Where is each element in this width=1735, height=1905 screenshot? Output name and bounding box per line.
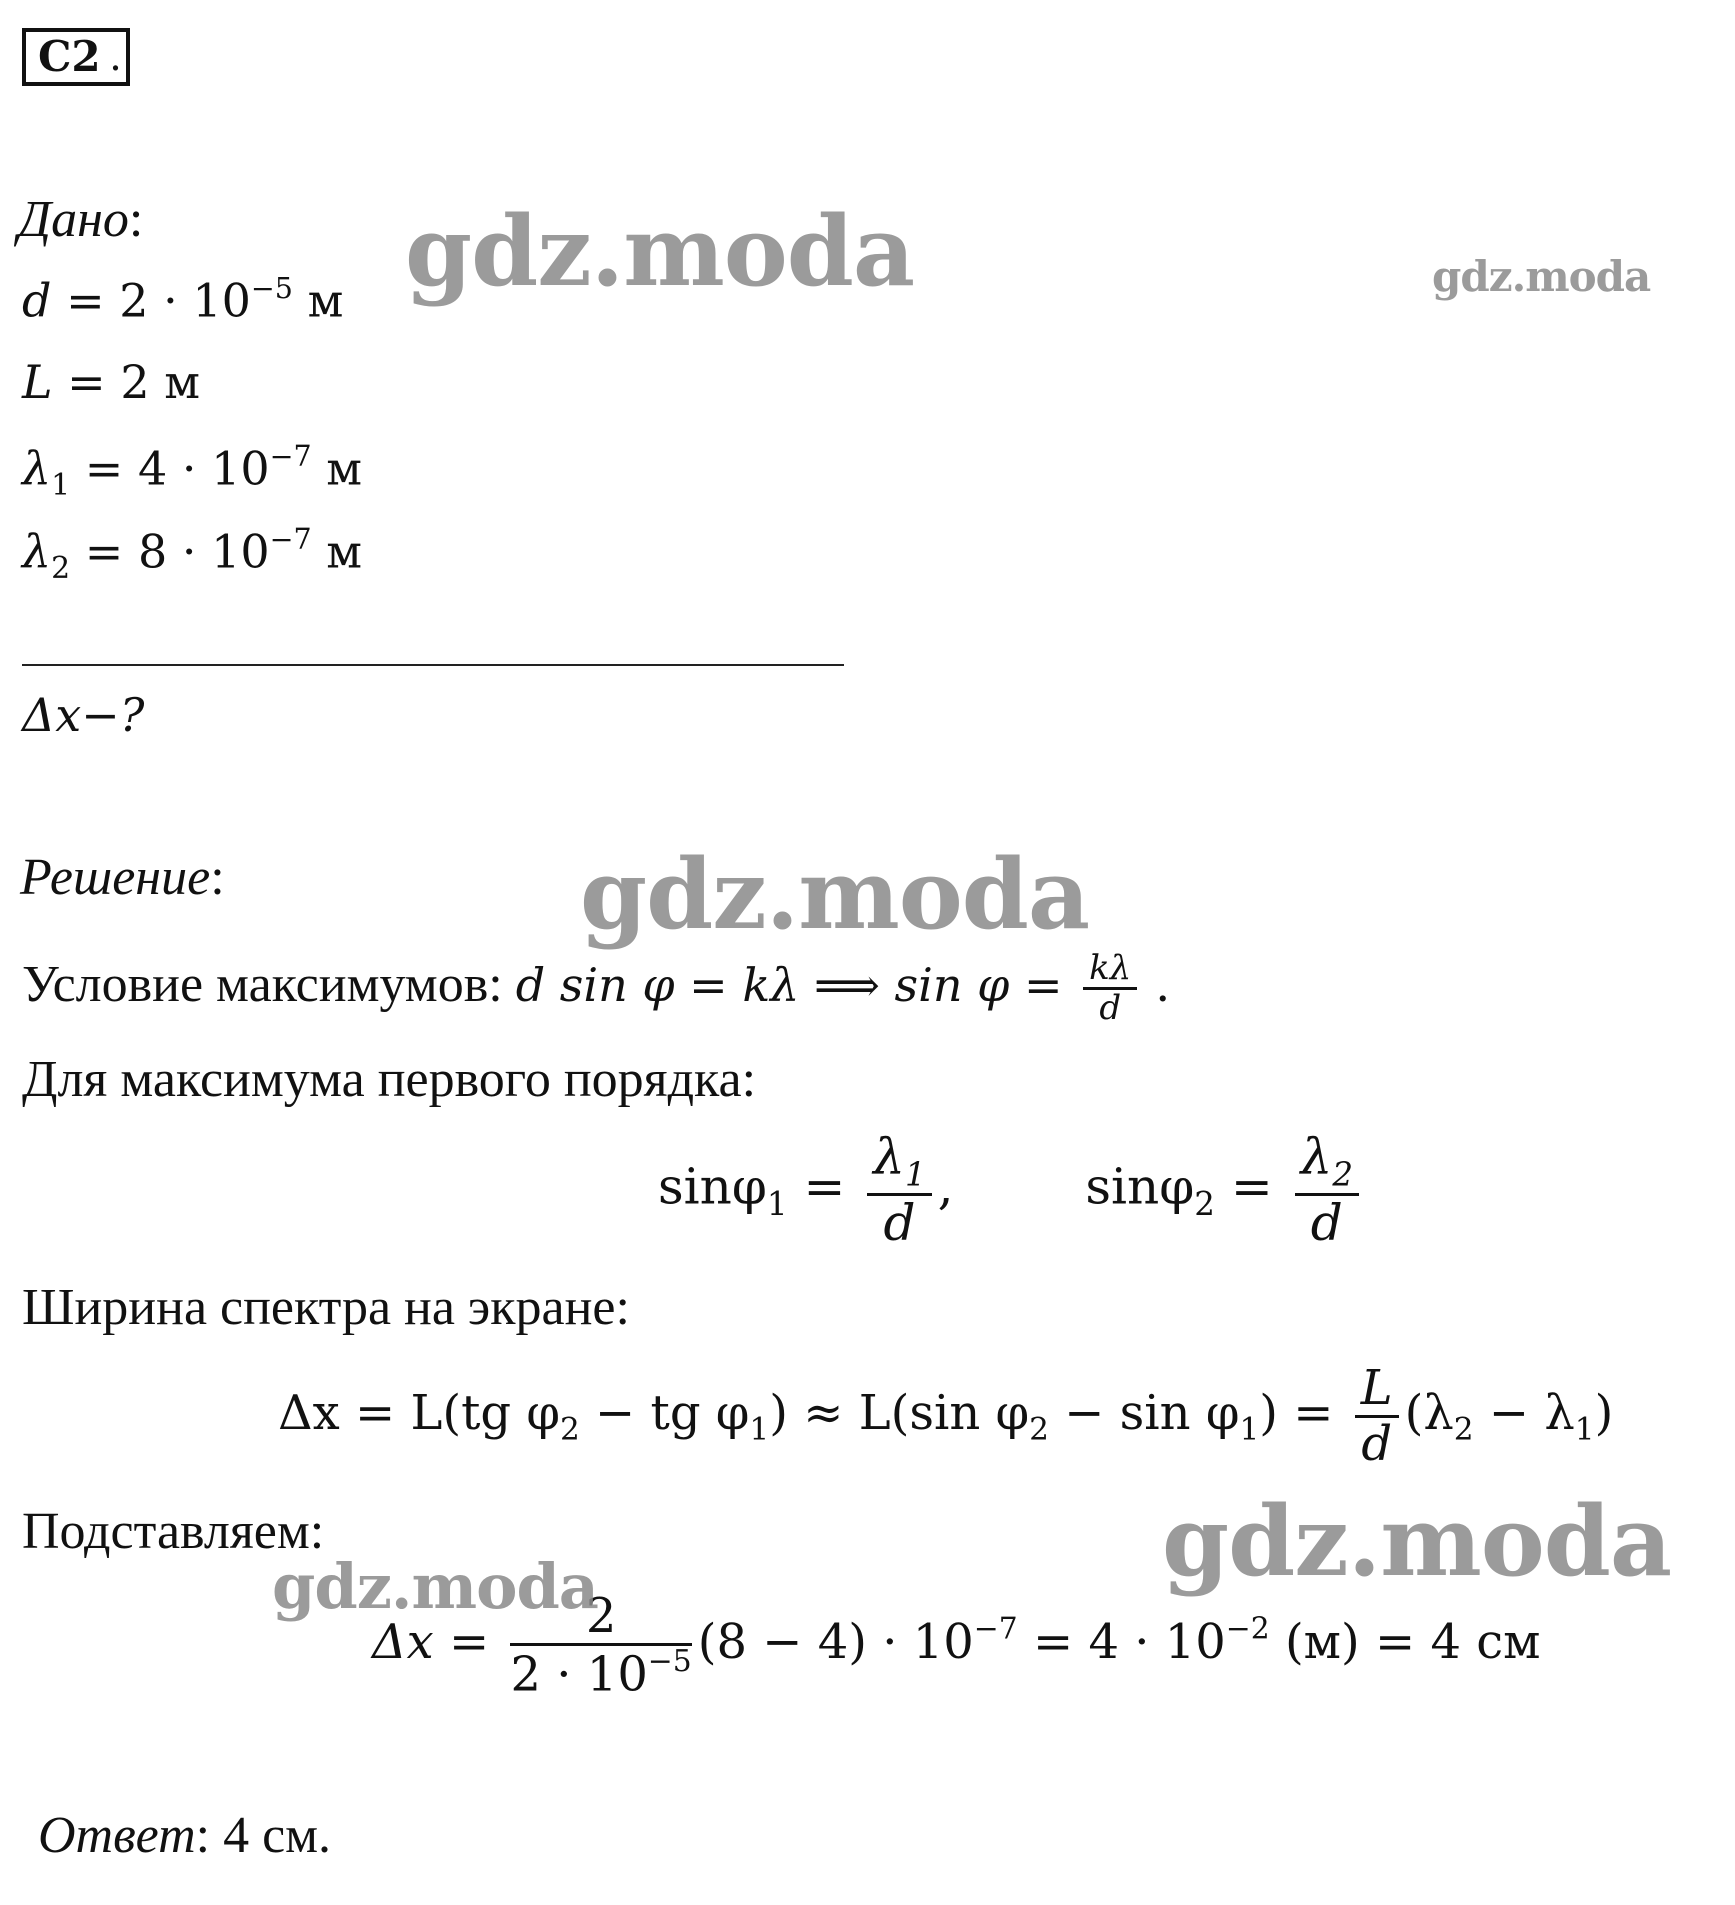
maxima-fraction-den: d bbox=[1099, 988, 1122, 1029]
width-eq-s2c: 2 bbox=[1453, 1411, 1474, 1448]
watermark-logo: gdz.moda bbox=[1162, 1485, 1672, 1598]
width-eq-s2: 2 bbox=[559, 1411, 580, 1448]
given-lambda1-exp: −7 bbox=[269, 440, 312, 473]
width-equation bbox=[278, 1362, 1613, 1471]
watermark-logo: gdz.moda bbox=[1432, 252, 1651, 301]
width-eq-s1: 1 bbox=[749, 1411, 770, 1448]
sin2-den: d bbox=[1310, 1194, 1343, 1253]
given-lambda1-sub: 1 bbox=[51, 467, 71, 503]
given-d-unit: м bbox=[292, 273, 344, 328]
sin2-sub: 2 bbox=[1194, 1184, 1215, 1223]
given-heading bbox=[18, 190, 143, 249]
sin2-eq: = bbox=[1214, 1157, 1289, 1216]
answer-label: Ответ bbox=[38, 1807, 196, 1864]
answer-line bbox=[38, 1806, 331, 1865]
sin1-comma: , bbox=[937, 1157, 954, 1216]
given-lambda1-unit: м bbox=[311, 441, 363, 496]
width-eq-part8: ) bbox=[1594, 1384, 1614, 1441]
final-eq-frac-den: 2 · 10 bbox=[510, 1646, 648, 1703]
given-d-exp: −5 bbox=[250, 272, 293, 305]
find-quantity: Δx−? bbox=[22, 688, 145, 742]
width-eq-part5: ) = bbox=[1259, 1384, 1349, 1441]
given-label: Дано bbox=[18, 191, 129, 248]
maxima-condition-text: Условие максимумов: bbox=[22, 955, 516, 1013]
given-colon: : bbox=[128, 191, 144, 248]
sin-equations bbox=[658, 1130, 1365, 1251]
answer-value: : 4 см. bbox=[195, 1807, 332, 1864]
given-d-value: = 2 · 10 bbox=[51, 273, 251, 328]
sin2-num: λ bbox=[1300, 1128, 1333, 1186]
sin1-den: d bbox=[883, 1194, 916, 1253]
final-eq-middle: (8 − 4) · 10 bbox=[697, 1613, 974, 1670]
maxima-condition bbox=[22, 950, 1169, 1028]
width-eq-fraction bbox=[1355, 1362, 1399, 1471]
sin2-fraction bbox=[1295, 1130, 1359, 1251]
maxima-fraction bbox=[1083, 950, 1137, 1028]
sin1-num: λ bbox=[873, 1128, 905, 1186]
sin1-fraction bbox=[867, 1130, 931, 1251]
maxima-fraction-num: kλ bbox=[1083, 950, 1137, 990]
solution-label: Решение bbox=[20, 849, 211, 906]
problem-number-dot: . bbox=[110, 31, 121, 80]
given-divider bbox=[22, 664, 844, 666]
final-eq-frac-num: 2 bbox=[510, 1590, 691, 1646]
sin1-eq: = bbox=[787, 1157, 862, 1216]
width-eq-s2b: 2 bbox=[1029, 1411, 1049, 1448]
given-d-symbol: d bbox=[22, 273, 52, 328]
given-L-value: = 2 м bbox=[52, 355, 201, 409]
given-L bbox=[22, 355, 200, 409]
width-eq-part2: − tg φ bbox=[579, 1384, 750, 1441]
given-lambda2-sub: 2 bbox=[51, 550, 71, 586]
watermark-logo: gdz.moda bbox=[272, 1550, 598, 1623]
given-d bbox=[22, 272, 343, 328]
final-eq-frac-den-exp: −5 bbox=[647, 1643, 692, 1679]
width-eq-frac-den: d bbox=[1361, 1415, 1393, 1472]
width-eq-frac-num: L bbox=[1355, 1362, 1399, 1418]
given-lambda1-value: = 4 · 10 bbox=[70, 441, 270, 496]
sin2-left: sinφ bbox=[1085, 1157, 1195, 1216]
width-eq-part4: − sin φ bbox=[1048, 1384, 1240, 1441]
sin1-num-sub: 1 bbox=[904, 1155, 926, 1194]
final-eq-right: (м) = 4 см bbox=[1269, 1613, 1541, 1670]
given-lambda1-symbol: λ bbox=[22, 441, 52, 496]
final-eq-eq2-exp: −2 bbox=[1225, 1611, 1270, 1647]
given-lambda2-exp: −7 bbox=[269, 523, 312, 556]
final-eq-middle-exp: −7 bbox=[973, 1611, 1018, 1647]
given-L-symbol: L bbox=[22, 355, 53, 409]
maxima-condition-formula: d sin φ = kλ ⟹ sin φ = bbox=[515, 957, 1078, 1012]
width-text: Ширина спектра на экране: bbox=[22, 1279, 630, 1336]
width-eq-part3: ) ≈ L(sin φ bbox=[769, 1384, 1030, 1441]
sin1-sub: 1 bbox=[766, 1184, 788, 1223]
given-lambda2-unit: м bbox=[311, 524, 363, 579]
sin1-left: sinφ bbox=[658, 1157, 767, 1216]
sin2-num-sub: 2 bbox=[1332, 1155, 1353, 1194]
width-eq-s1c: 1 bbox=[1574, 1411, 1595, 1448]
solution-colon: : bbox=[210, 849, 225, 906]
width-eq-part7: − λ bbox=[1473, 1384, 1575, 1441]
width-eq-s1b: 1 bbox=[1239, 1411, 1260, 1448]
given-lambda1 bbox=[22, 440, 362, 503]
final-eq-eq2: = 4 · 10 bbox=[1017, 1613, 1226, 1670]
substitute-text: Подставляем: bbox=[22, 1503, 325, 1560]
given-lambda2-symbol: λ bbox=[22, 524, 52, 579]
width-eq-part6: (λ bbox=[1404, 1384, 1454, 1441]
problem-number: C2 bbox=[38, 32, 101, 81]
final-eq-left: Δx = bbox=[372, 1613, 505, 1670]
maxima-condition-tail: . bbox=[1143, 955, 1170, 1013]
given-lambda2-value: = 8 · 10 bbox=[70, 524, 270, 579]
width-eq-part1: Δx = L(tg φ bbox=[278, 1384, 560, 1441]
given-lambda2 bbox=[22, 523, 362, 586]
watermark-logo: gdz.moda bbox=[405, 195, 915, 308]
first-order-text: Для максимума первого порядка: bbox=[22, 1051, 757, 1108]
watermark-logo: gdz.moda bbox=[580, 838, 1090, 951]
solution-heading bbox=[20, 848, 225, 907]
